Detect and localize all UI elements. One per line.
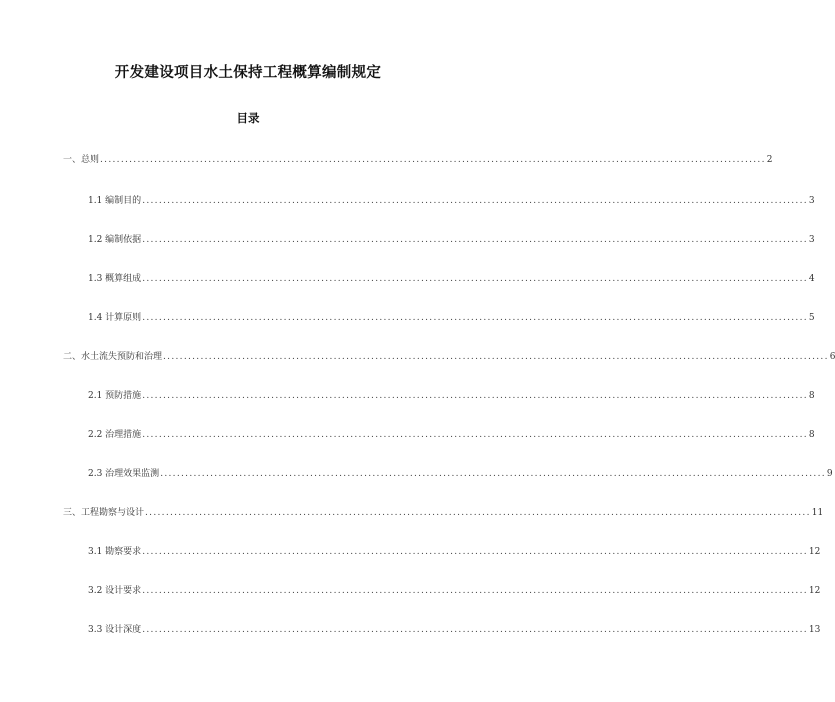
toc-entry[interactable]	[88, 312, 815, 324]
toc-entry-label: 3.2 设计要求	[88, 586, 142, 596]
toc-entry-label: 3.3 设计深度	[88, 625, 142, 635]
toc-entry-page: 8	[808, 391, 815, 401]
toc-entry[interactable]	[88, 234, 815, 246]
toc-entry-page: 11	[811, 508, 824, 518]
toc-entry-page: 12	[808, 547, 821, 557]
toc-entry[interactable]	[88, 273, 815, 285]
toc-entry-page: 3	[808, 235, 815, 245]
toc-entry[interactable]	[63, 507, 824, 519]
toc-entry-page: 9	[826, 469, 833, 479]
toc-leader-dots: ................................................................................................................................................................	[142, 274, 808, 284]
toc-entry[interactable]	[88, 585, 821, 597]
toc-entry-label: 1.3 概算组成	[88, 274, 142, 284]
toc-entry-label: 2.2 治理措施	[88, 430, 142, 440]
toc-entry-page: 4	[808, 274, 815, 284]
toc-entry[interactable]	[63, 351, 835, 363]
toc-leader-dots: ................................................................................................................................................................	[163, 352, 829, 362]
toc-entry-label: 2.3 治理效果监测	[88, 469, 160, 479]
toc-leader-dots: ................................................................................................................................................................	[100, 155, 766, 165]
toc-leader-dots: ................................................................................................................................................................	[142, 547, 808, 557]
toc-leader-dots: ................................................................................................................................................................	[145, 508, 811, 518]
toc-entry[interactable]	[88, 468, 833, 480]
toc-entry-label: 2.1 预防措施	[88, 391, 142, 401]
toc-leader-dots: ................................................................................................................................................................	[142, 586, 808, 596]
toc-entry-label: 1.1 编制目的	[88, 196, 142, 206]
toc-heading: 目录	[236, 111, 260, 125]
toc-entry-page: 3	[808, 196, 815, 206]
toc-entry-page: 2	[766, 155, 773, 165]
toc-entry-label: 一、总则	[63, 155, 100, 165]
toc-leader-dots: ................................................................................................................................................................	[142, 196, 808, 206]
toc-entry-page: 12	[808, 586, 821, 596]
toc-entry[interactable]	[88, 390, 815, 402]
toc-leader-dots: ................................................................................................................................................................	[160, 469, 826, 479]
toc-entry[interactable]	[88, 195, 815, 207]
toc-entry[interactable]	[88, 429, 815, 441]
toc-entry-label: 三、工程勘察与设计	[63, 508, 145, 518]
toc-entry-page: 8	[808, 430, 815, 440]
toc-entry-label: 3.1 勘察要求	[88, 547, 142, 557]
toc-leader-dots: ................................................................................................................................................................	[142, 391, 808, 401]
toc-entry-page: 5	[808, 313, 815, 323]
toc-entry[interactable]	[88, 546, 821, 558]
toc-leader-dots: ................................................................................................................................................................	[142, 625, 808, 635]
toc-leader-dots: ................................................................................................................................................................	[142, 235, 808, 245]
toc-entry-page: 6	[829, 352, 835, 362]
toc-entry-label: 二、水土流失预防和治理	[63, 352, 163, 362]
toc-entry[interactable]	[63, 154, 773, 166]
toc-entry-page: 13	[808, 625, 821, 635]
toc-entry-label: 1.4 计算原则	[88, 313, 142, 323]
toc-leader-dots: ................................................................................................................................................................	[142, 430, 808, 440]
toc-entry-label: 1.2 编制依据	[88, 235, 142, 245]
document-title: 开发建设项目水土保持工程概算编制规定	[114, 65, 382, 81]
toc-leader-dots: ................................................................................................................................................................	[142, 313, 808, 323]
toc-entry[interactable]	[88, 624, 821, 636]
